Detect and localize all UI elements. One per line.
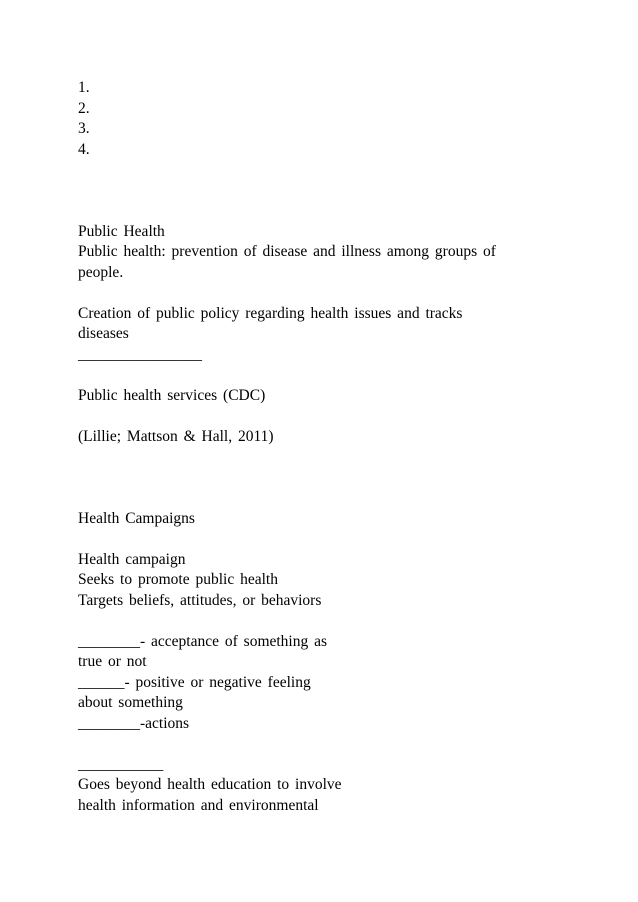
fill-in-beliefs-line2: true or not [78, 653, 147, 670]
public-policy-line1: Creation of public policy regarding health issues and tracks [78, 304, 463, 322]
blank-line: ________________ [78, 345, 202, 363]
list-item-1: 1. [78, 79, 90, 96]
fill-in-attitudes-line1: ______- positive or negative feeling [78, 673, 311, 691]
blank-line: ___________ [78, 755, 164, 773]
public-health-definition-line1: Public health: prevention of disease and illness among groups of [78, 243, 496, 260]
health-campaign-term: Health campaign [78, 550, 186, 568]
campaign-point-2: Targets beliefs, attitudes, or behaviors [78, 591, 322, 609]
fill-in-beliefs-line1: ________- acceptance of something as [78, 632, 328, 650]
spacer [78, 447, 598, 509]
fill-in-behaviors: ________-actions [78, 714, 190, 732]
beyond-education-line2: health information and environmental [78, 796, 319, 814]
public-health-services: Public health services (CDC) [78, 386, 266, 404]
list-item-4: 4. [78, 140, 90, 158]
beyond-education-line1: Goes beyond health education to involve [78, 776, 342, 793]
list-item-2: 2. [78, 99, 90, 117]
spacer [78, 160, 598, 222]
spacer [78, 283, 598, 304]
document-page [78, 78, 598, 816]
list-item-3: 3. [78, 120, 90, 137]
spacer [78, 611, 598, 632]
campaign-point-1: Seeks to promote public health [78, 571, 278, 588]
public-health-definition-line2: people. [78, 263, 124, 281]
health-campaigns-heading: Health Campaigns [78, 509, 195, 527]
spacer [78, 406, 598, 427]
public-health-heading: Public Health [78, 222, 165, 240]
spacer [78, 734, 598, 755]
fill-in-attitudes-line2: about something [78, 694, 183, 711]
spacer [78, 529, 598, 550]
public-policy-line2: diseases [78, 325, 129, 342]
citation: (Lillie; Mattson & Hall, 2011) [78, 427, 274, 445]
spacer [78, 365, 598, 386]
